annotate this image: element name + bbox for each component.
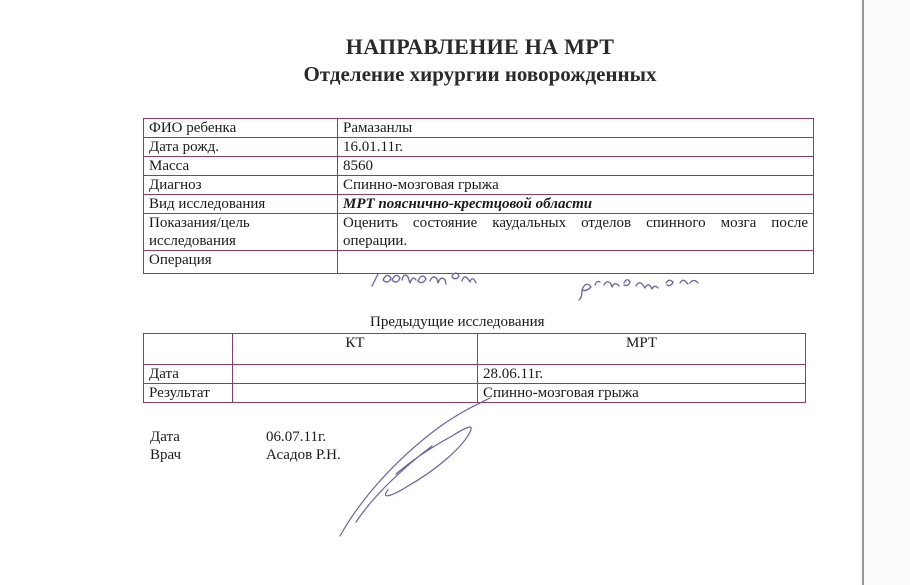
column-header: МРТ xyxy=(478,334,806,365)
table-row xyxy=(144,384,806,403)
page-margin xyxy=(864,0,910,585)
date-value: 06.07.11г. xyxy=(266,429,327,445)
row-label: ФИО ребенка xyxy=(144,119,338,138)
doctor-signature xyxy=(340,398,490,536)
kt-result-cell xyxy=(233,384,478,403)
doctor-label: Врач xyxy=(150,447,182,463)
indication-value: Оценить состояние каудальных отделов спинного мозга после операции. xyxy=(338,214,814,251)
table-row xyxy=(144,365,806,384)
table-row xyxy=(144,195,814,214)
row-label: Показания/цель исследования xyxy=(144,214,338,251)
operation-value xyxy=(338,251,814,274)
row-label: Дата xyxy=(144,365,233,384)
mrt-date-cell: 28.06.11г. xyxy=(478,365,806,384)
row-label: Операция xyxy=(144,251,338,274)
patient-name-value: Рамазанлы xyxy=(338,119,814,138)
patient-info-table xyxy=(143,118,814,274)
signature-block xyxy=(150,428,341,464)
date-label: Дата xyxy=(150,429,180,445)
table-row xyxy=(144,176,814,195)
date-row xyxy=(150,428,341,446)
table-row xyxy=(144,157,814,176)
table-header-row xyxy=(144,334,806,365)
doctor-name: Асадов Р.Н. xyxy=(266,447,341,463)
table-row xyxy=(144,119,814,138)
previous-studies-table xyxy=(143,333,806,403)
table-row xyxy=(144,251,814,274)
table-row xyxy=(144,138,814,157)
page-edge xyxy=(862,0,864,585)
document-title: НАПРАВЛЕНИЕ НА МРТ xyxy=(345,34,615,59)
row-label: Диагноз xyxy=(144,176,338,195)
study-type-value: МРТ пояснично-крестцовой области xyxy=(338,195,814,214)
table-row xyxy=(144,214,814,251)
row-label: Результат xyxy=(144,384,233,403)
diagnosis-value: Спинно-мозговая грыжа xyxy=(338,176,814,195)
handwritten-operation-note xyxy=(372,273,698,300)
row-label: Масса xyxy=(144,157,338,176)
previous-studies-title: Предыдущие исследования xyxy=(370,314,545,330)
doctor-row xyxy=(150,446,341,464)
column-header xyxy=(144,334,233,365)
kt-date-cell xyxy=(233,365,478,384)
weight-value: 8560 xyxy=(338,157,814,176)
department-name: Отделение хирургии новорожденных xyxy=(303,62,657,86)
column-header: КТ xyxy=(233,334,478,365)
mrt-result-cell: Спинно-мозговая грыжа xyxy=(478,384,806,403)
birth-date-value: 16.01.11г. xyxy=(338,138,814,157)
row-label: Дата рожд. xyxy=(144,138,338,157)
row-label: Вид исследования xyxy=(144,195,338,214)
